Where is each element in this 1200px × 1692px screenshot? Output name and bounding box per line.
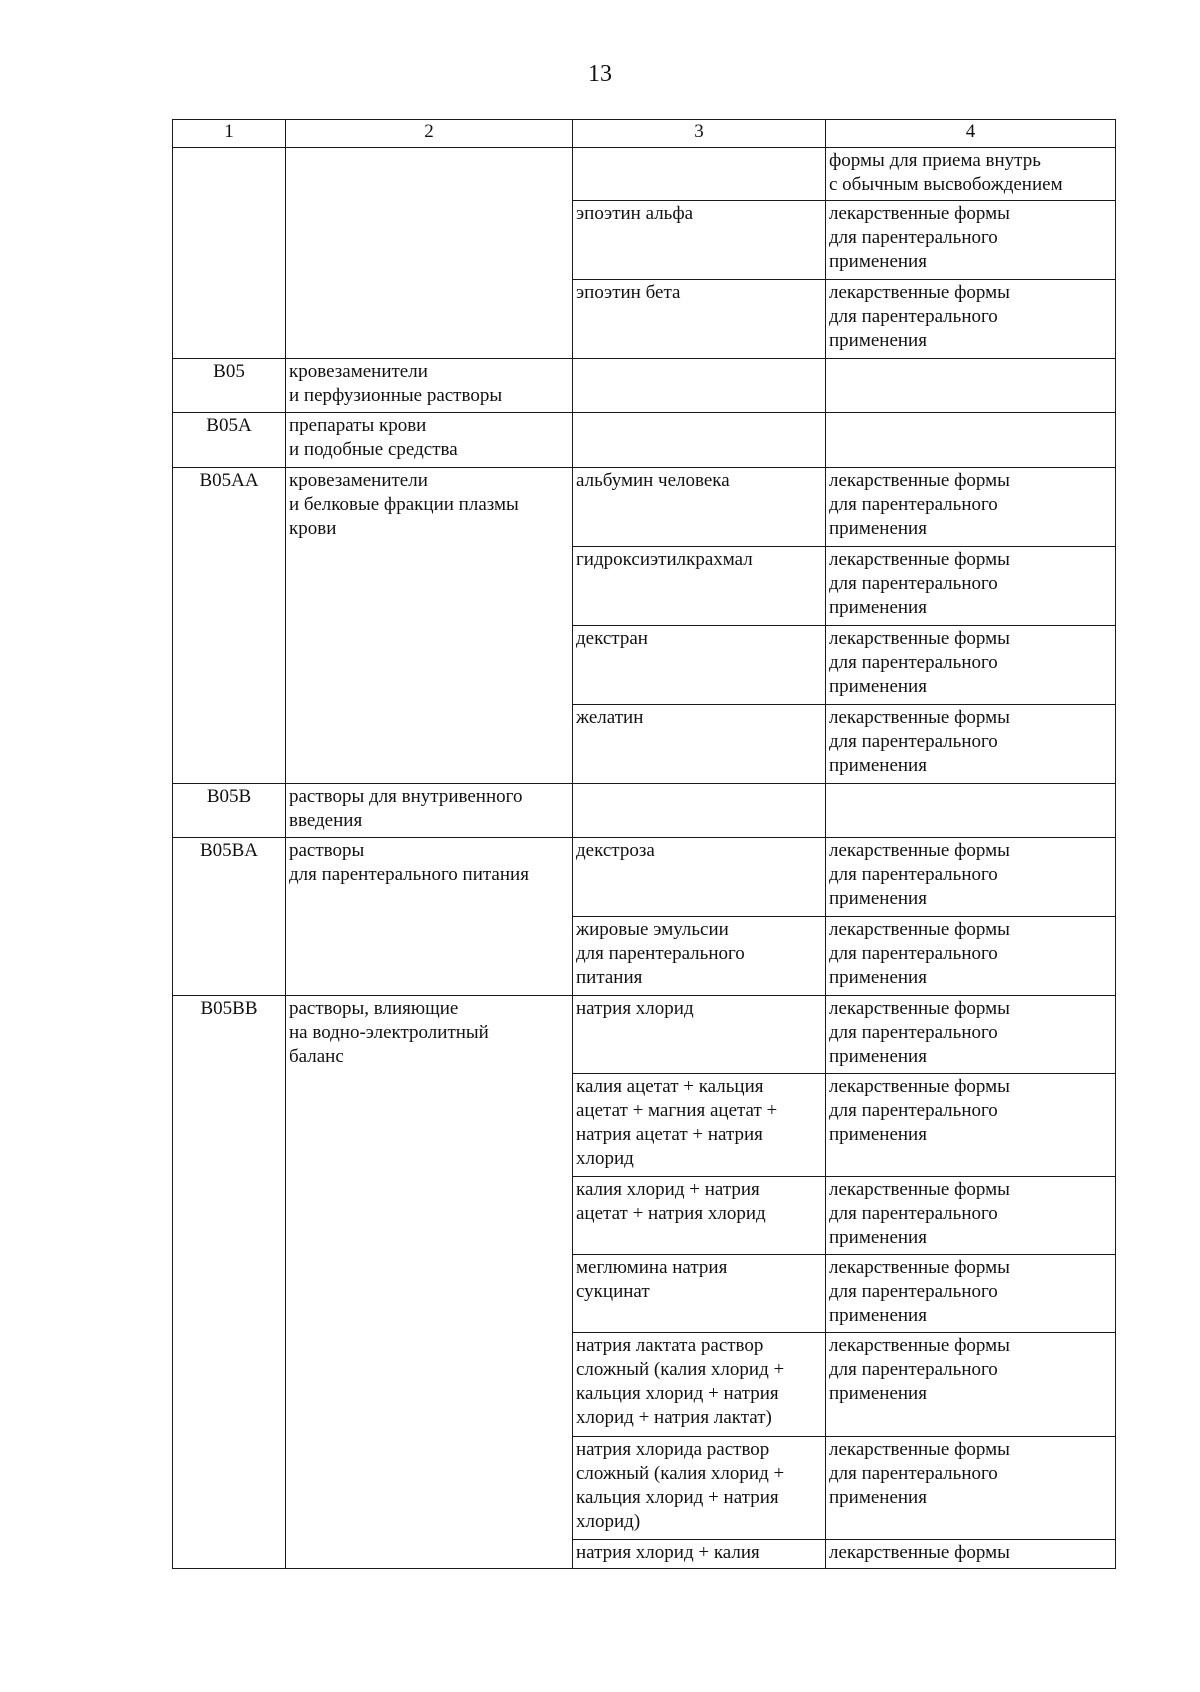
drug-name-cell bbox=[573, 148, 826, 201]
group-name-cell: растворы для внутривенного введения bbox=[286, 784, 573, 838]
group-name-cell: растворы, влияющие на водно-электролитный баланс bbox=[286, 996, 573, 1569]
drug-name-cell: гидроксиэтилкрахмал bbox=[573, 547, 826, 626]
dosage-form-cell bbox=[826, 784, 1116, 838]
dosage-form-cell: лекарственные формы для парентерального применения bbox=[826, 280, 1116, 359]
group-name-cell bbox=[286, 148, 573, 359]
table-row bbox=[173, 468, 1116, 547]
drug-name-cell: жировые эмульсии для парентерального питания bbox=[573, 917, 826, 996]
dosage-form-cell: лекарственные формы для парентерального применения bbox=[826, 1437, 1116, 1540]
drug-name-cell: декстран bbox=[573, 626, 826, 705]
dosage-form-cell: формы для приема внутрь с обычным высвобождением bbox=[826, 148, 1116, 201]
dosage-form-cell: лекарственные формы для парентерального применения bbox=[826, 626, 1116, 705]
column-header-4: 4 bbox=[826, 120, 1116, 148]
dosage-form-cell bbox=[826, 413, 1116, 468]
drug-name-cell: желатин bbox=[573, 705, 826, 784]
dosage-form-cell: лекарственные формы bbox=[826, 1540, 1116, 1569]
dosage-form-cell: лекарственные формы для парентерального применения bbox=[826, 705, 1116, 784]
drug-name-cell: калия ацетат + кальция ацетат + магния ацетат + натрия ацетат + натрия хлорид bbox=[573, 1074, 826, 1177]
drug-name-cell bbox=[573, 413, 826, 468]
dosage-form-cell: лекарственные формы для парентерального применения bbox=[826, 1333, 1116, 1437]
atc-code-cell: B05B bbox=[173, 784, 286, 838]
atc-code-cell: B05AA bbox=[173, 468, 286, 784]
drug-name-cell: натрия хлорида раствор сложный (калия хлорид + кальция хлорид + натрия хлорид) bbox=[573, 1437, 826, 1540]
drug-name-cell bbox=[573, 359, 826, 413]
atc-code-cell: B05BB bbox=[173, 996, 286, 1569]
dosage-form-cell: лекарственные формы для парентерального применения bbox=[826, 838, 1116, 917]
dosage-form-cell: лекарственные формы для парентерального применения bbox=[826, 917, 1116, 996]
atc-code-cell: B05 bbox=[173, 359, 286, 413]
page-number: 13 bbox=[588, 61, 612, 87]
group-name-cell: кровезаменители и перфузионные растворы bbox=[286, 359, 573, 413]
drug-name-cell: эпоэтин бета bbox=[573, 280, 826, 359]
dosage-form-cell: лекарственные формы для парентерального применения bbox=[826, 468, 1116, 547]
drug-name-cell: меглюмина натрия сукцинат bbox=[573, 1255, 826, 1333]
drug-name-cell: калия хлорид + натрия ацетат + натрия хлорид bbox=[573, 1177, 826, 1255]
dosage-form-cell: лекарственные формы для парентерального применения bbox=[826, 201, 1116, 280]
group-name-cell: препараты крови и подобные средства bbox=[286, 413, 573, 468]
table-row bbox=[173, 413, 1116, 468]
dosage-form-cell: лекарственные формы для парентерального применения bbox=[826, 547, 1116, 626]
column-header-2: 2 bbox=[286, 120, 573, 148]
drug-name-cell bbox=[573, 784, 826, 838]
table-row bbox=[173, 784, 1116, 838]
dosage-form-cell bbox=[826, 359, 1116, 413]
drug-name-cell: альбумин человека bbox=[573, 468, 826, 547]
atc-code-cell bbox=[173, 148, 286, 359]
atc-code-cell: B05A bbox=[173, 413, 286, 468]
table-row bbox=[173, 996, 1116, 1074]
dosage-form-cell: лекарственные формы для парентерального применения bbox=[826, 1074, 1116, 1177]
drug-name-cell: натрия лактата раствор сложный (калия хлорид + кальция хлорид + натрия хлорид + натрия лактат) bbox=[573, 1333, 826, 1437]
drug-name-cell: натрия хлорид + калия bbox=[573, 1540, 826, 1569]
table-row bbox=[173, 838, 1116, 917]
drug-name-cell: декстроза bbox=[573, 838, 826, 917]
drug-name-cell: натрия хлорид bbox=[573, 996, 826, 1074]
table-row bbox=[173, 359, 1116, 413]
dosage-form-cell: лекарственные формы для парентерального применения bbox=[826, 1177, 1116, 1255]
table-row bbox=[173, 148, 1116, 201]
group-name-cell: растворы для парентерального питания bbox=[286, 838, 573, 996]
drug-name-cell: эпоэтин альфа bbox=[573, 201, 826, 280]
column-header-1: 1 bbox=[173, 120, 286, 148]
dosage-form-cell: лекарственные формы для парентерального применения bbox=[826, 1255, 1116, 1333]
drug-list-table bbox=[172, 119, 1116, 1569]
atc-code-cell: B05BA bbox=[173, 838, 286, 996]
dosage-form-cell: лекарственные формы для парентерального применения bbox=[826, 996, 1116, 1074]
column-header-3: 3 bbox=[573, 120, 826, 148]
group-name-cell: кровезаменители и белковые фракции плазмы крови bbox=[286, 468, 573, 784]
table-header-row bbox=[173, 120, 1116, 148]
